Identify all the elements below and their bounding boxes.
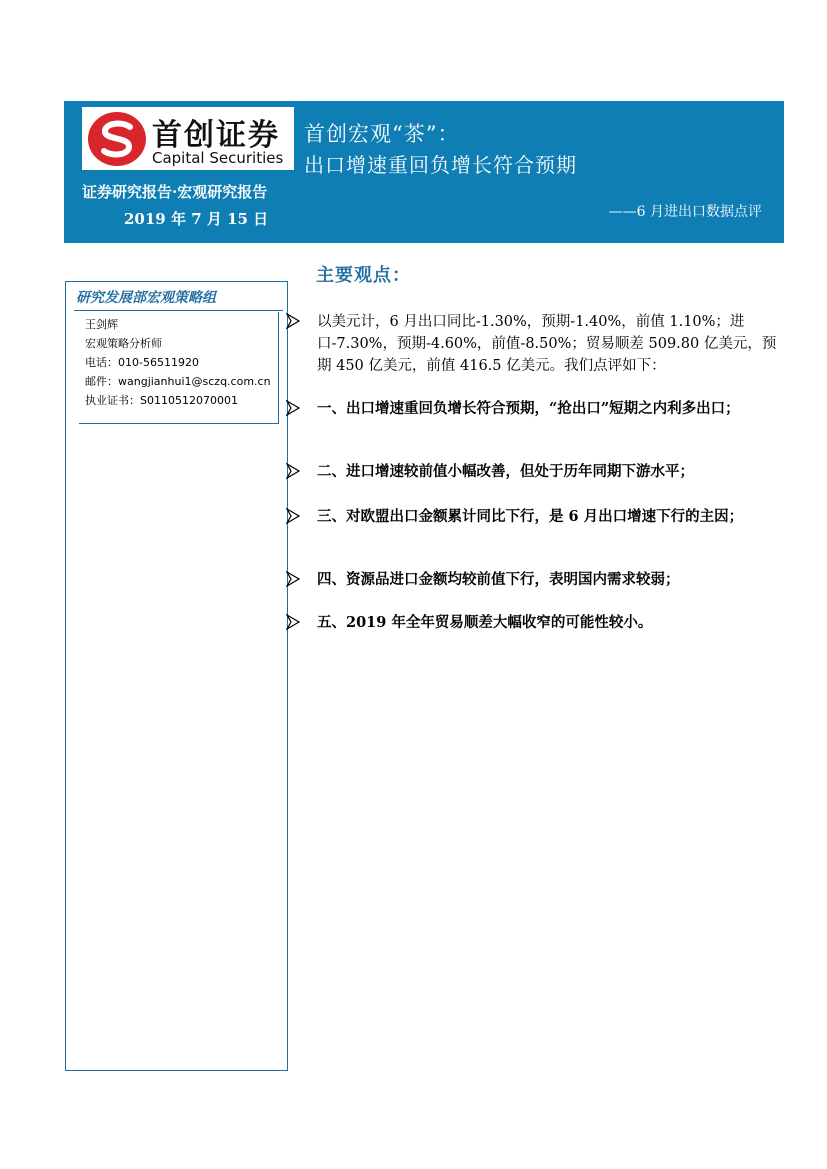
logo-emblem-icon — [86, 109, 148, 169]
report-title-line2: 出口增速重回负增长符合预期 — [304, 153, 577, 177]
point-text: 以美元计，6 月出口同比-1.30%，预期-1.40%，前值 1.10%；进口-7.30%，预期-4.60%，前值-8.50%；贸易顺差 509.80 亿美元，预期 450 亿美元，前值 416.5 亿美元。我们点评如下： — [317, 314, 777, 374]
report-header-banner — [64, 101, 784, 243]
report-subtitle: ——6 月进出口数据点评 — [608, 204, 762, 220]
logo-chinese-name: 首创证券 — [152, 118, 280, 153]
arrow-bullet-icon — [286, 614, 300, 630]
key-points-heading: 主要观点： — [316, 265, 411, 286]
analyst-title: 宏观策略分析师 — [85, 337, 162, 350]
analyst-phone: 电话：010-56511920 — [85, 356, 199, 369]
arrow-bullet-icon — [286, 313, 300, 329]
company-logo — [82, 107, 294, 170]
point-text: 三、对欧盟出口金额累计同比下行，是 6 月出口增速下行的主因； — [317, 508, 744, 525]
analyst-name: 王剑辉 — [85, 318, 118, 331]
sidebar-divider — [74, 310, 283, 311]
analyst-info — [79, 312, 279, 424]
report-date: 2019 年 7 月 15 日 — [124, 210, 269, 228]
arrow-bullet-icon — [286, 571, 300, 587]
arrow-bullet-icon — [286, 463, 300, 479]
arrow-bullet-icon — [286, 508, 300, 524]
logo-english-name: Capital Securities — [152, 149, 284, 167]
analyst-sidebar — [65, 281, 288, 1071]
point-text: 四、资源品进口金额均较前值下行，表明国内需求较弱； — [317, 571, 680, 588]
arrow-bullet-icon — [286, 400, 300, 416]
report-title: 首创宏观“茶”： — [304, 122, 460, 146]
team-name: 研究发展部宏观策略组 — [76, 290, 216, 306]
analyst-email[interactable]: 邮件：wangjianhui1@sczq.com.cn — [85, 375, 271, 388]
point-text: 五、2019 年全年贸易顺差大幅收窄的可能性较小。 — [317, 614, 653, 631]
point-text: 一、出口增速重回负增长符合预期，“抢出口”短期之内利多出口； — [317, 400, 740, 417]
analyst-license: 执业证书：S0110512070001 — [85, 394, 238, 407]
point-text: 二、进口增速较前值小幅改善，但处于历年同期下游水平； — [317, 463, 694, 480]
report-type: 证券研究报告·宏观研究报告 — [82, 183, 268, 201]
